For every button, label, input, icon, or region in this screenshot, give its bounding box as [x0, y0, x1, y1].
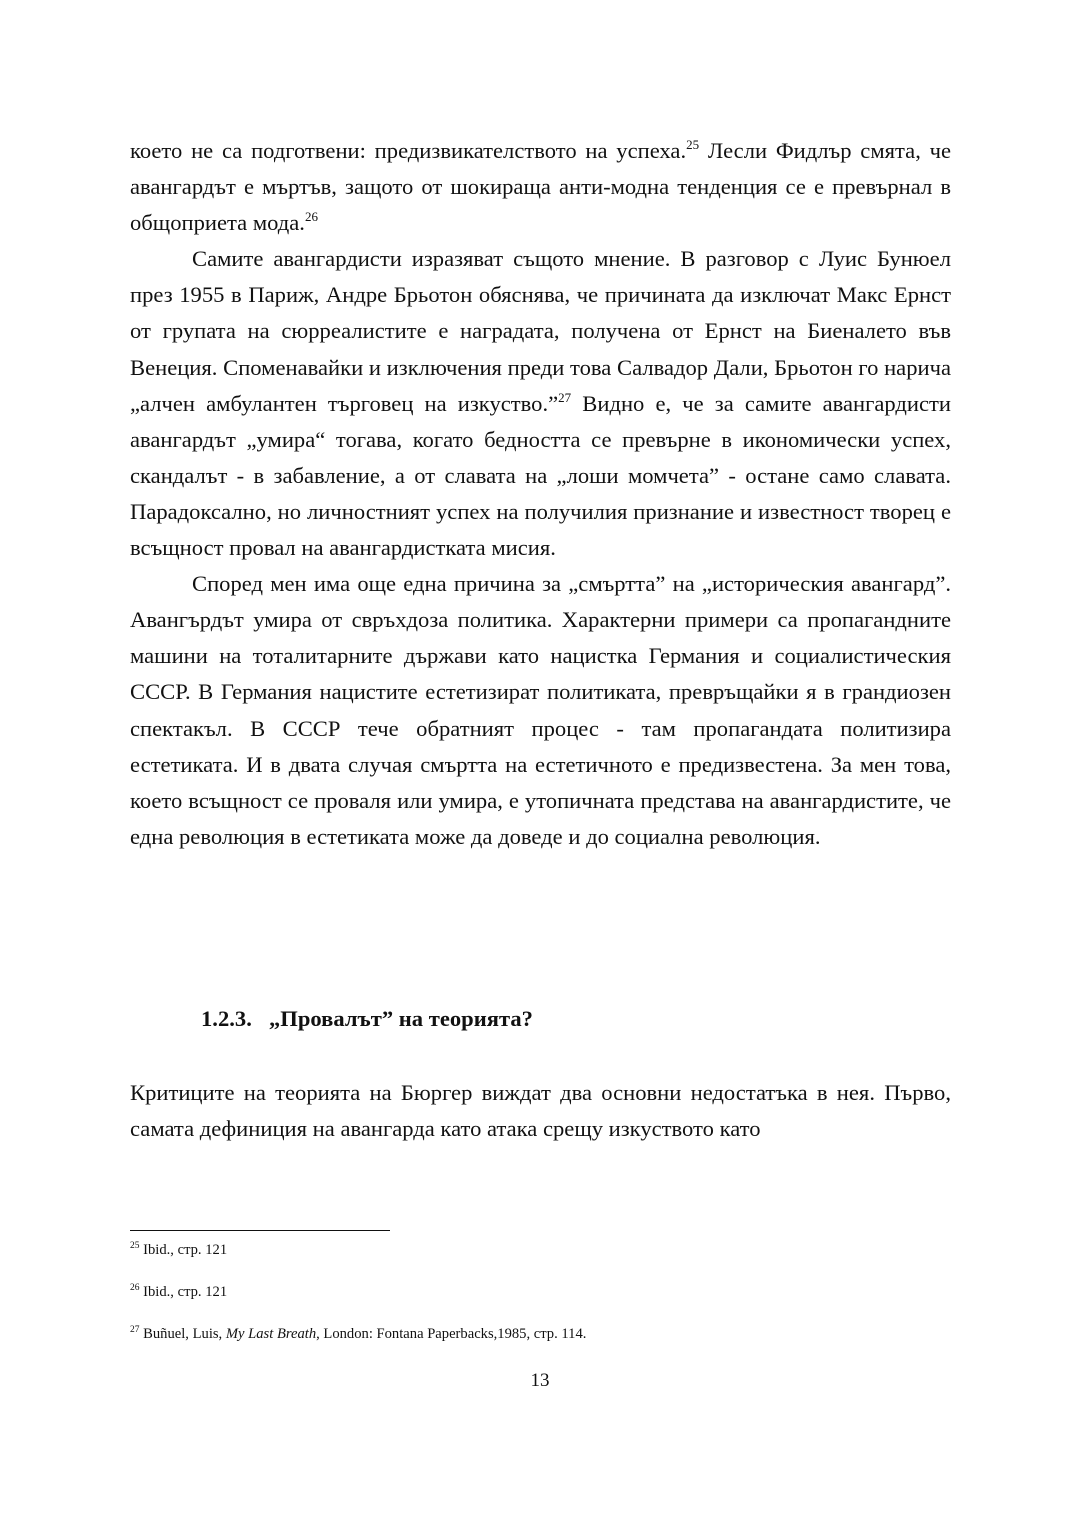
footnote-27-publisher: , London: Fontana Paperbacks,1985, стр. 114.	[316, 1326, 587, 1342]
footnote-ref-25[interactable]: 25	[686, 137, 700, 152]
paragraph-2-text-b: Видно е, че за самите авангардисти авангардът „умира“ тогава, когато бедността се превърне в икономически успех, скандалът - в забавление, а от славата на „лоши момчета” - остане само славата. Парадоксално, но личностният успех на получилия признание и известност творец е всъщност провал на авангардистката мисия.	[130, 390, 951, 561]
section-number: 1.2.3.	[201, 1006, 252, 1031]
footnote-27-author: Buñuel, Luis,	[139, 1326, 226, 1342]
footnote-25-number: 25	[130, 1241, 140, 1251]
paragraph-2	[130, 241, 951, 566]
section-title: „Провалът” на теорията?	[269, 1006, 533, 1031]
footnote-separator	[130, 1230, 390, 1231]
footnote-ref-26[interactable]: 26	[304, 209, 318, 225]
footnote-26-text: Ibid., стр. 121	[139, 1284, 228, 1300]
paragraph-1-text-b: Лесли Фидлър смята, че авангардът е мъртъв, защото от шокираща анти-модна тенденция се е превърнал в общоприета мода.	[130, 138, 952, 236]
footnote-27-number: 27	[130, 1325, 140, 1335]
paragraph-1-text-a: което не са подготвени: предизвикателството на успеха.	[130, 138, 687, 163]
footnote-25	[130, 1242, 227, 1259]
footnote-26	[130, 1284, 227, 1301]
footnote-26-number: 26	[130, 1283, 140, 1293]
page-number: 13	[530, 1370, 550, 1391]
paragraph-2-text-a: Самите авангардисти изразяват същото мнение. В разговор с Луис Бунюел през 1955 в Париж, Андре Брьотон обяснява, че причината да изключат Макс Ернст от групата на сюрреалистите е наградата, получена от Ернст на Биеналето във Венеция. Споменавайки и изключения преди това Салвадор Дали, Брьотон го нарича „алчен амбулантен търговец на изкуство.”	[130, 246, 951, 416]
body-text-lower	[130, 1075, 951, 1147]
footnote-27	[130, 1326, 586, 1343]
section-heading	[201, 1006, 533, 1032]
paragraph-1	[130, 133, 951, 241]
paragraph-3: Според мен има още една причина за „смъртта” на „историческия авангард”. Авангърдът умира от свръхдоза политика. Характерни примери са пропагандните машини на тоталитарните държави като нацистка Германия и социалистическия СССР. В Германия нацистите естетизират политиката, превръщайки я в грандиозен спектакъл. В СССР тече обратният процес - там пропагандата политизира естетиката. И в двата случая смъртта на естетичното е предизвестена. За мен това, което всъщност се проваля или умира, е утопичната представа на авангардистите, че една революция в естетиката може да доведе и до социална революция.	[130, 571, 951, 849]
paragraph-4: Критиците на теорията на Бюргер виждат два основни недостатъка в нея. Първо, самата дефиниция на авангарда като атака срещу изкуството като	[130, 1080, 951, 1142]
footnote-25-text: Ibid., стр. 121	[139, 1242, 228, 1258]
footnote-ref-27[interactable]: 27	[558, 389, 572, 405]
body-text-upper	[130, 133, 951, 855]
footnote-27-book-title: My Last Breath	[225, 1326, 317, 1342]
